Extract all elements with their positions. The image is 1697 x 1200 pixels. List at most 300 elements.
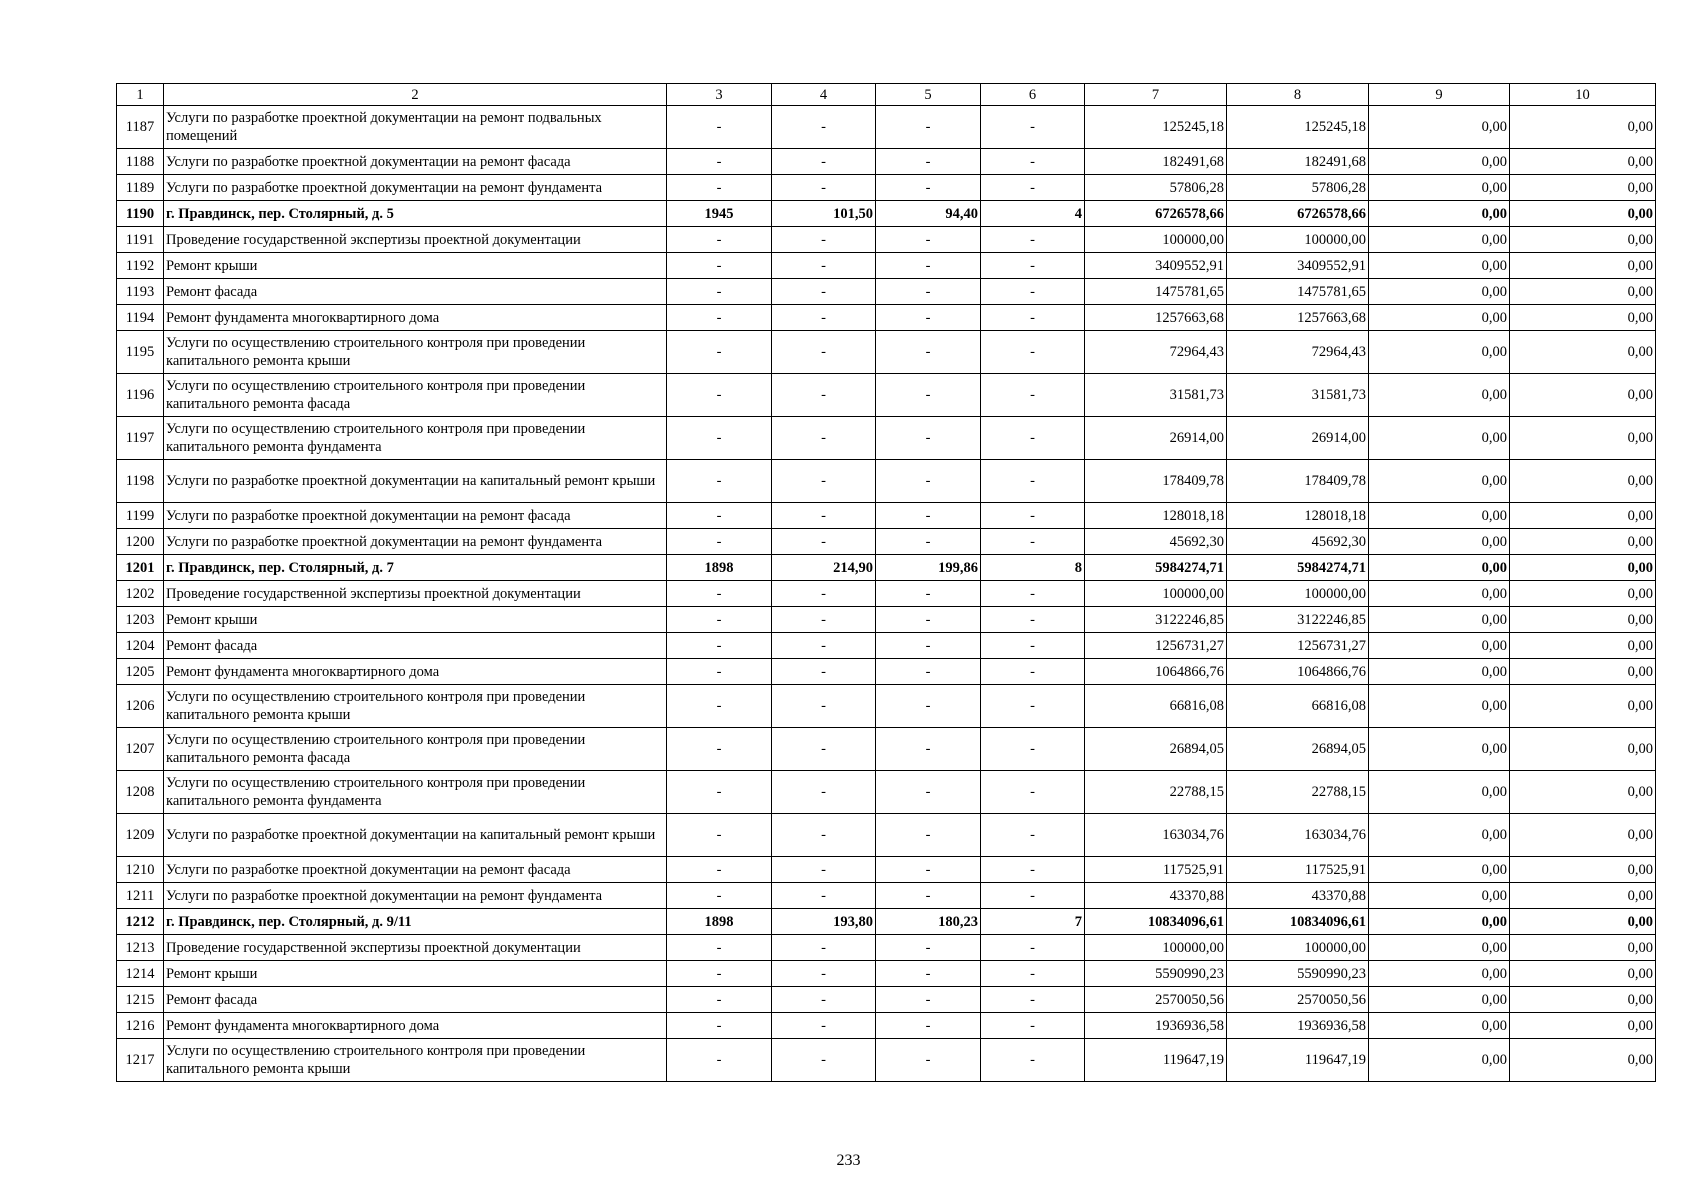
col-10-cell: 0,00 bbox=[1510, 555, 1656, 581]
col-8-cell: 100000,00 bbox=[1227, 581, 1369, 607]
col-3-cell: - bbox=[667, 659, 772, 685]
table-row bbox=[117, 149, 1656, 175]
col-5-cell: 180,23 bbox=[876, 909, 981, 935]
col-7-cell: 100000,00 bbox=[1085, 227, 1227, 253]
col-9-cell: 0,00 bbox=[1369, 279, 1510, 305]
header-cell: 6 bbox=[981, 84, 1085, 106]
col-6-cell: - bbox=[981, 1013, 1085, 1039]
col-5-cell: - bbox=[876, 227, 981, 253]
col-3-cell: - bbox=[667, 227, 772, 253]
col-9-cell: 0,00 bbox=[1369, 331, 1510, 374]
col-10-cell: 0,00 bbox=[1510, 305, 1656, 331]
col-4-cell: - bbox=[772, 460, 876, 503]
col-9-cell: 0,00 bbox=[1369, 987, 1510, 1013]
description-cell: Услуги по осуществлению строительного контроля при проведении капитального ремонта фундамента bbox=[164, 771, 667, 814]
col-6-cell: - bbox=[981, 961, 1085, 987]
col-5-cell: - bbox=[876, 581, 981, 607]
col-5-cell: - bbox=[876, 659, 981, 685]
col-10-cell: 0,00 bbox=[1510, 175, 1656, 201]
col-8-cell: 5984274,71 bbox=[1227, 555, 1369, 581]
col-10-cell: 0,00 bbox=[1510, 106, 1656, 149]
col-10-cell: 0,00 bbox=[1510, 331, 1656, 374]
col-3-cell: - bbox=[667, 460, 772, 503]
row-number-cell: 1190 bbox=[117, 201, 164, 227]
col-9-cell: 0,00 bbox=[1369, 305, 1510, 331]
col-4-cell: - bbox=[772, 503, 876, 529]
description-cell: Ремонт фасада bbox=[164, 279, 667, 305]
col-4-cell: - bbox=[772, 175, 876, 201]
col-7-cell: 125245,18 bbox=[1085, 106, 1227, 149]
col-5-cell: - bbox=[876, 529, 981, 555]
table-row bbox=[117, 175, 1656, 201]
col-10-cell: 0,00 bbox=[1510, 857, 1656, 883]
table-row bbox=[117, 503, 1656, 529]
address-row bbox=[117, 909, 1656, 935]
row-number-cell: 1208 bbox=[117, 771, 164, 814]
col-4-cell: - bbox=[772, 305, 876, 331]
col-10-cell: 0,00 bbox=[1510, 607, 1656, 633]
table-row bbox=[117, 331, 1656, 374]
col-3-cell: - bbox=[667, 529, 772, 555]
col-4-cell: - bbox=[772, 857, 876, 883]
col-7-cell: 10834096,61 bbox=[1085, 909, 1227, 935]
col-5-cell: - bbox=[876, 460, 981, 503]
col-3-cell: - bbox=[667, 1013, 772, 1039]
col-6-cell: - bbox=[981, 987, 1085, 1013]
col-9-cell: 0,00 bbox=[1369, 685, 1510, 728]
col-4-cell: - bbox=[772, 529, 876, 555]
col-6-cell: - bbox=[981, 728, 1085, 771]
row-number-cell: 1196 bbox=[117, 374, 164, 417]
table-row bbox=[117, 1013, 1656, 1039]
col-8-cell: 1936936,58 bbox=[1227, 1013, 1369, 1039]
col-5-cell: - bbox=[876, 305, 981, 331]
col-3-cell: - bbox=[667, 417, 772, 460]
col-4-cell: 193,80 bbox=[772, 909, 876, 935]
col-3-cell: - bbox=[667, 633, 772, 659]
col-6-cell: - bbox=[981, 633, 1085, 659]
col-8-cell: 119647,19 bbox=[1227, 1039, 1369, 1082]
header-cell: 2 bbox=[164, 84, 667, 106]
col-3-cell: - bbox=[667, 814, 772, 857]
row-number-cell: 1210 bbox=[117, 857, 164, 883]
col-4-cell: - bbox=[772, 935, 876, 961]
col-4-cell: - bbox=[772, 331, 876, 374]
header-cell: 10 bbox=[1510, 84, 1656, 106]
col-10-cell: 0,00 bbox=[1510, 253, 1656, 279]
col-8-cell: 6726578,66 bbox=[1227, 201, 1369, 227]
col-3-cell: - bbox=[667, 374, 772, 417]
col-6-cell: 7 bbox=[981, 909, 1085, 935]
col-10-cell: 0,00 bbox=[1510, 935, 1656, 961]
description-cell: Услуги по осуществлению строительного контроля при проведении капитального ремонта крыши bbox=[164, 685, 667, 728]
col-4-cell: - bbox=[772, 417, 876, 460]
col-7-cell: 5590990,23 bbox=[1085, 961, 1227, 987]
col-6-cell: - bbox=[981, 814, 1085, 857]
col-7-cell: 22788,15 bbox=[1085, 771, 1227, 814]
col-8-cell: 1256731,27 bbox=[1227, 633, 1369, 659]
col-9-cell: 0,00 bbox=[1369, 935, 1510, 961]
col-5-cell: - bbox=[876, 503, 981, 529]
col-8-cell: 57806,28 bbox=[1227, 175, 1369, 201]
col-3-cell: - bbox=[667, 771, 772, 814]
col-4-cell: - bbox=[772, 883, 876, 909]
table-row bbox=[117, 857, 1656, 883]
row-number-cell: 1203 bbox=[117, 607, 164, 633]
table-row bbox=[117, 633, 1656, 659]
table-row bbox=[117, 581, 1656, 607]
col-9-cell: 0,00 bbox=[1369, 771, 1510, 814]
col-6-cell: - bbox=[981, 685, 1085, 728]
col-8-cell: 100000,00 bbox=[1227, 227, 1369, 253]
col-3-cell: - bbox=[667, 279, 772, 305]
address-row bbox=[117, 555, 1656, 581]
col-6-cell: - bbox=[981, 529, 1085, 555]
table-row bbox=[117, 961, 1656, 987]
table-row bbox=[117, 883, 1656, 909]
description-cell: Услуги по разработке проектной документации на ремонт фасада bbox=[164, 149, 667, 175]
table-row bbox=[117, 685, 1656, 728]
col-10-cell: 0,00 bbox=[1510, 227, 1656, 253]
col-10-cell: 0,00 bbox=[1510, 1039, 1656, 1082]
col-5-cell: - bbox=[876, 883, 981, 909]
col-5-cell: - bbox=[876, 607, 981, 633]
col-4-cell: - bbox=[772, 633, 876, 659]
col-10-cell: 0,00 bbox=[1510, 728, 1656, 771]
col-4-cell: - bbox=[772, 253, 876, 279]
description-cell: Услуги по осуществлению строительного контроля при проведении капитального ремонта фасада bbox=[164, 374, 667, 417]
row-number-cell: 1211 bbox=[117, 883, 164, 909]
col-8-cell: 26914,00 bbox=[1227, 417, 1369, 460]
col-7-cell: 1475781,65 bbox=[1085, 279, 1227, 305]
col-7-cell: 66816,08 bbox=[1085, 685, 1227, 728]
col-8-cell: 163034,76 bbox=[1227, 814, 1369, 857]
col-3-cell: - bbox=[667, 581, 772, 607]
col-7-cell: 100000,00 bbox=[1085, 935, 1227, 961]
description-cell: Ремонт фундамента многоквартирного дома bbox=[164, 1013, 667, 1039]
col-6-cell: - bbox=[981, 106, 1085, 149]
col-6-cell: - bbox=[981, 460, 1085, 503]
col-7-cell: 1257663,68 bbox=[1085, 305, 1227, 331]
col-7-cell: 6726578,66 bbox=[1085, 201, 1227, 227]
col-8-cell: 1064866,76 bbox=[1227, 659, 1369, 685]
table-row bbox=[117, 659, 1656, 685]
col-7-cell: 26894,05 bbox=[1085, 728, 1227, 771]
col-6-cell: 8 bbox=[981, 555, 1085, 581]
col-9-cell: 0,00 bbox=[1369, 175, 1510, 201]
row-number-cell: 1215 bbox=[117, 987, 164, 1013]
table-row bbox=[117, 305, 1656, 331]
col-9-cell: 0,00 bbox=[1369, 253, 1510, 279]
description-cell: Услуги по осуществлению строительного контроля при проведении капитального ремонта фасада bbox=[164, 728, 667, 771]
col-8-cell: 125245,18 bbox=[1227, 106, 1369, 149]
col-6-cell: - bbox=[981, 581, 1085, 607]
col-6-cell: - bbox=[981, 279, 1085, 305]
col-9-cell: 0,00 bbox=[1369, 607, 1510, 633]
row-number-cell: 1212 bbox=[117, 909, 164, 935]
col-4-cell: - bbox=[772, 607, 876, 633]
col-8-cell: 5590990,23 bbox=[1227, 961, 1369, 987]
col-9-cell: 0,00 bbox=[1369, 529, 1510, 555]
col-9-cell: 0,00 bbox=[1369, 106, 1510, 149]
col-3-cell: - bbox=[667, 607, 772, 633]
col-7-cell: 57806,28 bbox=[1085, 175, 1227, 201]
col-4-cell: - bbox=[772, 106, 876, 149]
column-number-header bbox=[117, 84, 1656, 106]
col-5-cell: - bbox=[876, 1039, 981, 1082]
row-number-cell: 1204 bbox=[117, 633, 164, 659]
col-5-cell: - bbox=[876, 935, 981, 961]
row-number-cell: 1202 bbox=[117, 581, 164, 607]
col-4-cell: - bbox=[772, 961, 876, 987]
header-cell: 3 bbox=[667, 84, 772, 106]
col-6-cell: - bbox=[981, 417, 1085, 460]
col-10-cell: 0,00 bbox=[1510, 201, 1656, 227]
col-5-cell: - bbox=[876, 987, 981, 1013]
col-10-cell: 0,00 bbox=[1510, 685, 1656, 728]
row-number-cell: 1187 bbox=[117, 106, 164, 149]
row-number-cell: 1199 bbox=[117, 503, 164, 529]
col-8-cell: 3409552,91 bbox=[1227, 253, 1369, 279]
col-8-cell: 72964,43 bbox=[1227, 331, 1369, 374]
register-table bbox=[116, 83, 1656, 1082]
col-8-cell: 43370,88 bbox=[1227, 883, 1369, 909]
col-3-cell: - bbox=[667, 331, 772, 374]
col-7-cell: 119647,19 bbox=[1085, 1039, 1227, 1082]
col-8-cell: 178409,78 bbox=[1227, 460, 1369, 503]
col-6-cell: - bbox=[981, 331, 1085, 374]
table-row bbox=[117, 460, 1656, 503]
col-10-cell: 0,00 bbox=[1510, 659, 1656, 685]
col-10-cell: 0,00 bbox=[1510, 417, 1656, 460]
col-9-cell: 0,00 bbox=[1369, 149, 1510, 175]
col-10-cell: 0,00 bbox=[1510, 374, 1656, 417]
table-row bbox=[117, 253, 1656, 279]
col-9-cell: 0,00 bbox=[1369, 659, 1510, 685]
table-row bbox=[117, 279, 1656, 305]
col-8-cell: 117525,91 bbox=[1227, 857, 1369, 883]
col-9-cell: 0,00 bbox=[1369, 961, 1510, 987]
description-cell: Проведение государственной экспертизы проектной документации bbox=[164, 935, 667, 961]
description-cell: г. Правдинск, пер. Столярный, д. 7 bbox=[164, 555, 667, 581]
col-9-cell: 0,00 bbox=[1369, 728, 1510, 771]
col-8-cell: 2570050,56 bbox=[1227, 987, 1369, 1013]
col-3-cell: 1945 bbox=[667, 201, 772, 227]
table-row bbox=[117, 227, 1656, 253]
col-3-cell: - bbox=[667, 175, 772, 201]
col-9-cell: 0,00 bbox=[1369, 1013, 1510, 1039]
description-cell: Услуги по разработке проектной документации на ремонт фасада bbox=[164, 503, 667, 529]
table-row bbox=[117, 417, 1656, 460]
header-cell: 8 bbox=[1227, 84, 1369, 106]
row-number-cell: 1200 bbox=[117, 529, 164, 555]
col-3-cell: - bbox=[667, 857, 772, 883]
col-8-cell: 22788,15 bbox=[1227, 771, 1369, 814]
col-6-cell: - bbox=[981, 305, 1085, 331]
col-9-cell: 0,00 bbox=[1369, 857, 1510, 883]
table-row bbox=[117, 728, 1656, 771]
col-5-cell: - bbox=[876, 417, 981, 460]
col-7-cell: 45692,30 bbox=[1085, 529, 1227, 555]
col-6-cell: - bbox=[981, 374, 1085, 417]
col-10-cell: 0,00 bbox=[1510, 503, 1656, 529]
col-4-cell: - bbox=[772, 1039, 876, 1082]
header-cell: 9 bbox=[1369, 84, 1510, 106]
col-3-cell: - bbox=[667, 685, 772, 728]
col-8-cell: 10834096,61 bbox=[1227, 909, 1369, 935]
header-cell: 1 bbox=[117, 84, 164, 106]
col-4-cell: - bbox=[772, 659, 876, 685]
col-4-cell: - bbox=[772, 728, 876, 771]
col-7-cell: 163034,76 bbox=[1085, 814, 1227, 857]
col-7-cell: 128018,18 bbox=[1085, 503, 1227, 529]
col-8-cell: 26894,05 bbox=[1227, 728, 1369, 771]
col-8-cell: 128018,18 bbox=[1227, 503, 1369, 529]
col-3-cell: - bbox=[667, 503, 772, 529]
description-cell: Услуги по осуществлению строительного контроля при проведении капитального ремонта фундамента bbox=[164, 417, 667, 460]
col-9-cell: 0,00 bbox=[1369, 227, 1510, 253]
col-4-cell: - bbox=[772, 149, 876, 175]
col-8-cell: 66816,08 bbox=[1227, 685, 1369, 728]
table-row bbox=[117, 607, 1656, 633]
col-3-cell: - bbox=[667, 728, 772, 771]
table-row bbox=[117, 814, 1656, 857]
row-number-cell: 1195 bbox=[117, 331, 164, 374]
col-5-cell: - bbox=[876, 771, 981, 814]
col-5-cell: - bbox=[876, 279, 981, 305]
row-number-cell: 1198 bbox=[117, 460, 164, 503]
col-10-cell: 0,00 bbox=[1510, 633, 1656, 659]
description-cell: Ремонт фасада bbox=[164, 987, 667, 1013]
col-5-cell: - bbox=[876, 1013, 981, 1039]
description-cell: Услуги по разработке проектной документации на ремонт подвальных помещений bbox=[164, 106, 667, 149]
description-cell: Проведение государственной экспертизы проектной документации bbox=[164, 227, 667, 253]
col-3-cell: - bbox=[667, 149, 772, 175]
col-10-cell: 0,00 bbox=[1510, 149, 1656, 175]
col-6-cell: - bbox=[981, 771, 1085, 814]
page-number: 233 bbox=[836, 1152, 861, 1169]
col-6-cell: - bbox=[981, 1039, 1085, 1082]
table-row bbox=[117, 987, 1656, 1013]
col-4-cell: - bbox=[772, 581, 876, 607]
col-5-cell: - bbox=[876, 728, 981, 771]
col-9-cell: 0,00 bbox=[1369, 555, 1510, 581]
col-5-cell: - bbox=[876, 106, 981, 149]
col-9-cell: 0,00 bbox=[1369, 883, 1510, 909]
table-row bbox=[117, 771, 1656, 814]
table-row bbox=[117, 374, 1656, 417]
row-number-cell: 1197 bbox=[117, 417, 164, 460]
description-cell: Услуги по разработке проектной документации на ремонт фасада bbox=[164, 857, 667, 883]
col-3-cell: - bbox=[667, 883, 772, 909]
table-body bbox=[117, 106, 1656, 1082]
description-cell: г. Правдинск, пер. Столярный, д. 9/11 bbox=[164, 909, 667, 935]
description-cell: Услуги по осуществлению строительного контроля при проведении капитального ремонта крыши bbox=[164, 331, 667, 374]
col-3-cell: - bbox=[667, 305, 772, 331]
col-6-cell: - bbox=[981, 883, 1085, 909]
col-10-cell: 0,00 bbox=[1510, 1013, 1656, 1039]
col-7-cell: 3122246,85 bbox=[1085, 607, 1227, 633]
col-9-cell: 0,00 bbox=[1369, 633, 1510, 659]
col-5-cell: - bbox=[876, 685, 981, 728]
col-7-cell: 26914,00 bbox=[1085, 417, 1227, 460]
col-10-cell: 0,00 bbox=[1510, 987, 1656, 1013]
row-number-cell: 1189 bbox=[117, 175, 164, 201]
col-7-cell: 100000,00 bbox=[1085, 581, 1227, 607]
col-4-cell: - bbox=[772, 814, 876, 857]
col-7-cell: 2570050,56 bbox=[1085, 987, 1227, 1013]
col-3-cell: - bbox=[667, 987, 772, 1013]
description-cell: Услуги по разработке проектной документации на ремонт фундамента bbox=[164, 883, 667, 909]
description-cell: Ремонт крыши bbox=[164, 607, 667, 633]
col-5-cell: - bbox=[876, 331, 981, 374]
description-cell: Ремонт фундамента многоквартирного дома bbox=[164, 659, 667, 685]
col-5-cell: 94,40 bbox=[876, 201, 981, 227]
col-4-cell: - bbox=[772, 1013, 876, 1039]
row-number-cell: 1216 bbox=[117, 1013, 164, 1039]
col-7-cell: 72964,43 bbox=[1085, 331, 1227, 374]
col-10-cell: 0,00 bbox=[1510, 909, 1656, 935]
description-cell: Ремонт фасада bbox=[164, 633, 667, 659]
description-cell: Ремонт крыши bbox=[164, 961, 667, 987]
row-number-cell: 1201 bbox=[117, 555, 164, 581]
col-3-cell: - bbox=[667, 935, 772, 961]
col-3-cell: 1898 bbox=[667, 909, 772, 935]
col-6-cell: - bbox=[981, 607, 1085, 633]
row-number-cell: 1194 bbox=[117, 305, 164, 331]
description-cell: Услуги по разработке проектной документации на ремонт фундамента bbox=[164, 175, 667, 201]
col-10-cell: 0,00 bbox=[1510, 814, 1656, 857]
col-10-cell: 0,00 bbox=[1510, 581, 1656, 607]
col-9-cell: 0,00 bbox=[1369, 503, 1510, 529]
col-3-cell: - bbox=[667, 253, 772, 279]
col-10-cell: 0,00 bbox=[1510, 279, 1656, 305]
table-row bbox=[117, 529, 1656, 555]
address-row bbox=[117, 201, 1656, 227]
col-4-cell: 214,90 bbox=[772, 555, 876, 581]
row-number-cell: 1205 bbox=[117, 659, 164, 685]
table-row bbox=[117, 106, 1656, 149]
col-7-cell: 31581,73 bbox=[1085, 374, 1227, 417]
description-cell: Услуги по осуществлению строительного контроля при проведении капитального ремонта крыши bbox=[164, 1039, 667, 1082]
description-cell: Услуги по разработке проектной документации на капитальный ремонт крыши bbox=[164, 814, 667, 857]
row-number-cell: 1191 bbox=[117, 227, 164, 253]
description-cell: Услуги по разработке проектной документации на капитальный ремонт крыши bbox=[164, 460, 667, 503]
row-number-cell: 1207 bbox=[117, 728, 164, 771]
col-4-cell: - bbox=[772, 771, 876, 814]
row-number-cell: 1193 bbox=[117, 279, 164, 305]
table-row bbox=[117, 1039, 1656, 1082]
col-6-cell: - bbox=[981, 659, 1085, 685]
table-row bbox=[117, 935, 1656, 961]
col-7-cell: 5984274,71 bbox=[1085, 555, 1227, 581]
col-5-cell: - bbox=[876, 175, 981, 201]
col-7-cell: 3409552,91 bbox=[1085, 253, 1227, 279]
col-7-cell: 1936936,58 bbox=[1085, 1013, 1227, 1039]
col-6-cell: - bbox=[981, 253, 1085, 279]
col-4-cell: - bbox=[772, 685, 876, 728]
col-6-cell: - bbox=[981, 935, 1085, 961]
row-number-cell: 1213 bbox=[117, 935, 164, 961]
col-7-cell: 1256731,27 bbox=[1085, 633, 1227, 659]
row-number-cell: 1214 bbox=[117, 961, 164, 987]
col-9-cell: 0,00 bbox=[1369, 1039, 1510, 1082]
col-8-cell: 100000,00 bbox=[1227, 935, 1369, 961]
col-5-cell: - bbox=[876, 374, 981, 417]
col-5-cell: 199,86 bbox=[876, 555, 981, 581]
col-9-cell: 0,00 bbox=[1369, 909, 1510, 935]
col-8-cell: 182491,68 bbox=[1227, 149, 1369, 175]
